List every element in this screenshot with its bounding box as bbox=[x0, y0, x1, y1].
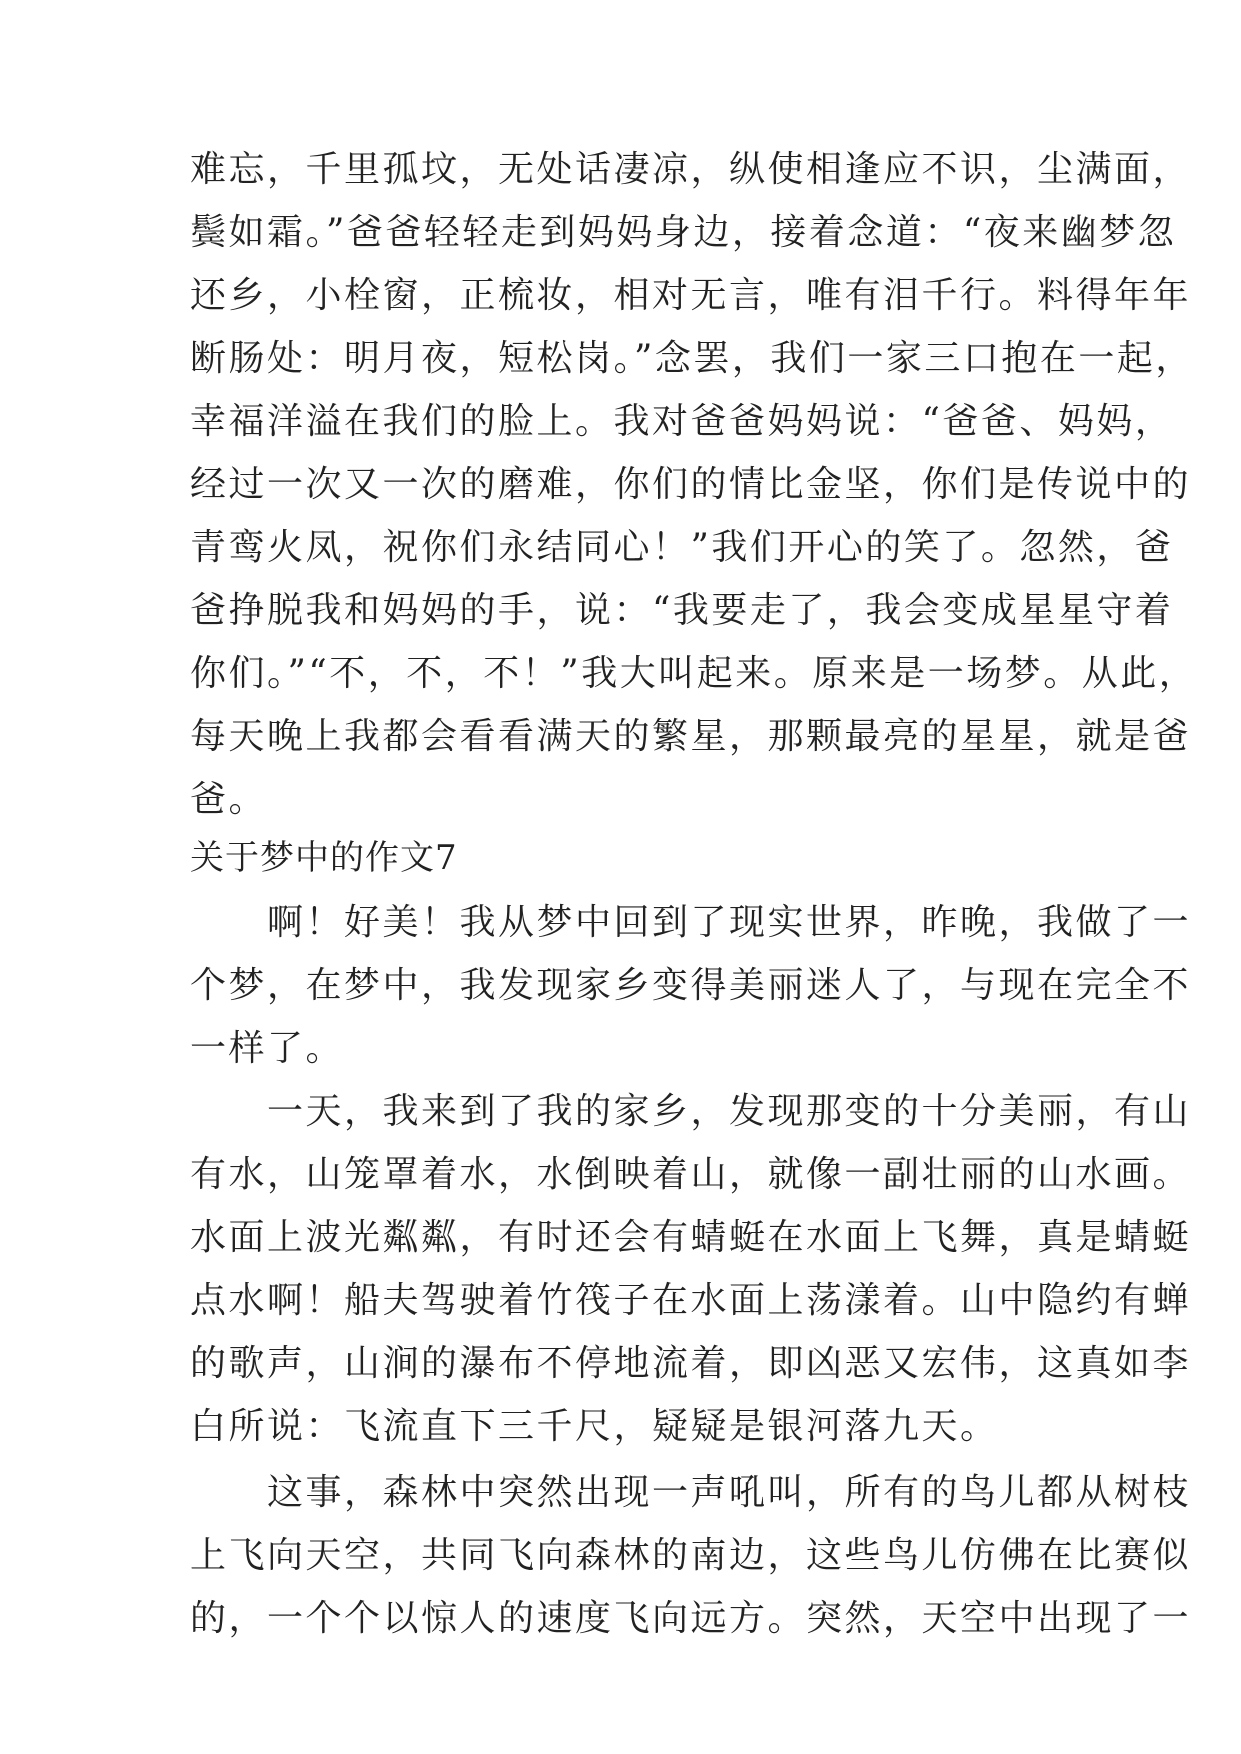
text-line: 个梦，在梦中，我发现家乡变得美丽迷人了，与现在完全不 bbox=[190, 965, 1192, 1006]
text-line: 鬓如霜。”爸爸轻轻走到妈妈身边，接着念道：“夜来幽梦忽 bbox=[190, 212, 1177, 253]
text-line: 难忘，千里孤坟，无处话凄凉，纵使相逢应不识，尘满面， bbox=[190, 149, 1192, 190]
text-line: 一样了。 bbox=[190, 1028, 345, 1069]
text-line: 还乡，小栓窗，正梳妆，相对无言，唯有泪千行。料得年年 bbox=[190, 275, 1192, 316]
text-line: 啊！好美！我从梦中回到了现实世界，昨晚，我做了一 bbox=[190, 902, 1192, 943]
text-line: 一天，我来到了我的家乡，发现那变的十分美丽，有山 bbox=[190, 1091, 1192, 1132]
text-line: 水面上波光粼粼，有时还会有蜻蜓在水面上飞舞，真是蜻蜓 bbox=[190, 1217, 1192, 1258]
text-line: 每天晚上我都会看看满天的繁星，那颗最亮的星星，就是爸 bbox=[190, 716, 1192, 757]
text-line: 的歌声，山涧的瀑布不停地流着，即凶恶又宏伟，这真如李 bbox=[190, 1343, 1192, 1384]
text-line: 爸。 bbox=[190, 779, 268, 820]
text-line: 点水啊！船夫驾驶着竹筏子在水面上荡漾着。山中隐约有蝉 bbox=[190, 1280, 1192, 1321]
text-line: 上飞向天空，共同飞向森林的南边，这些鸟儿仿佛在比赛似 bbox=[190, 1535, 1192, 1576]
text-line: 有水，山笼罩着水，水倒映着山，就像一副壮丽的山水画。 bbox=[190, 1154, 1192, 1195]
text-line: 你们。”“不，不，不！”我大叫起来。原来是一场梦。从此， bbox=[190, 653, 1198, 694]
text-line: 的，一个个以惊人的速度飞向远方。突然，天空中出现了一 bbox=[190, 1598, 1192, 1639]
text-line: 断肠处：明月夜，短松岗。”念罢，我们一家三口抱在一起， bbox=[190, 338, 1194, 379]
text-line: 幸福洋溢在我们的脸上。我对爸爸妈妈说：“爸爸、妈妈， bbox=[190, 401, 1174, 442]
text-line: 青鸾火凤，祝你们永结同心！”我们开心的笑了。忽然，爸 bbox=[190, 527, 1174, 568]
text-line: 白所说：飞流直下三千尺，疑疑是银河落九天。 bbox=[190, 1406, 999, 1447]
text-line: 经过一次又一次的磨难，你们的情比金坚，你们是传说中的 bbox=[190, 464, 1192, 505]
section-heading: 关于梦中的作文7 bbox=[190, 838, 458, 878]
text-line: 这事，森林中突然出现一声吼叫，所有的鸟儿都从树枝 bbox=[190, 1472, 1192, 1513]
text-line: 爸挣脱我和妈妈的手，说：“我要走了，我会变成星星守着 bbox=[190, 590, 1174, 631]
